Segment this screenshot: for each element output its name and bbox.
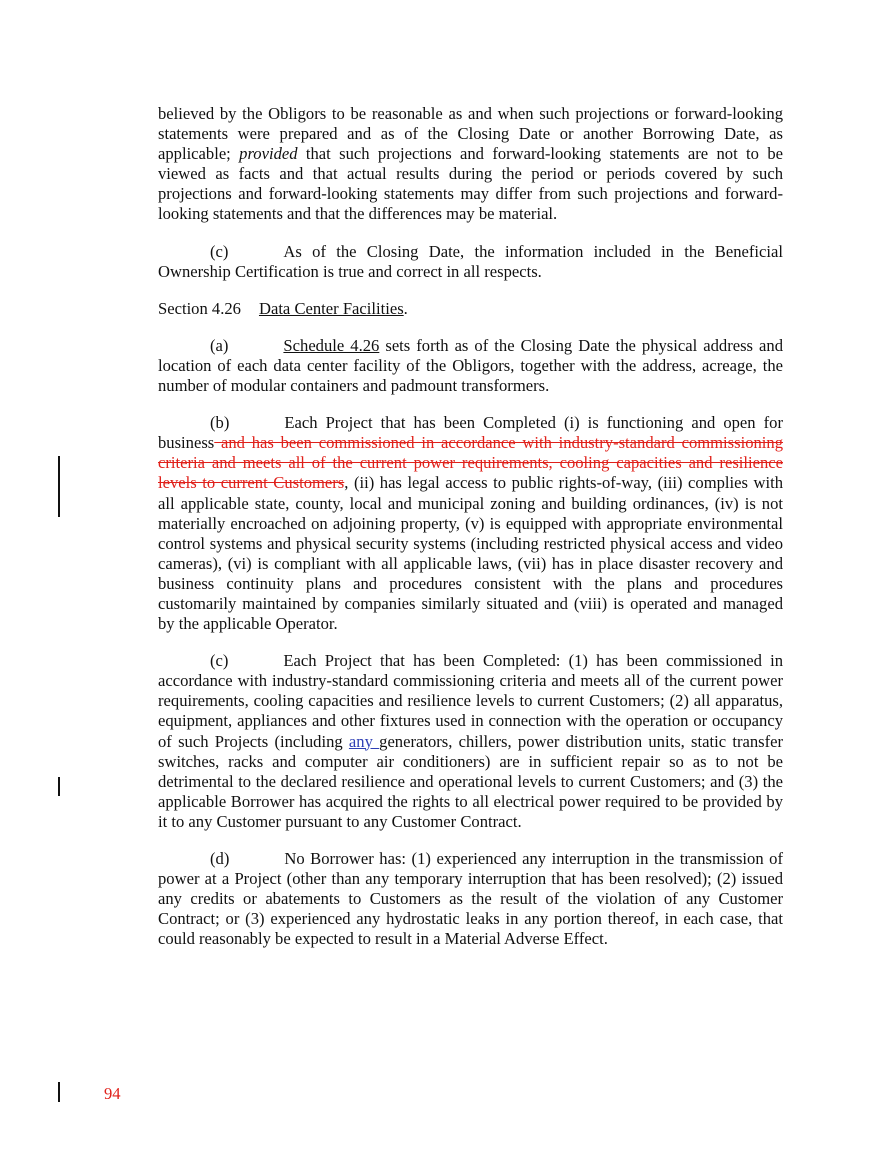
text-run: Each Project that has been Completed (i) is functioning and open for business	[158, 413, 783, 453]
paragraph-4-25-c	[158, 242, 783, 282]
paragraph-continuation	[158, 104, 783, 225]
page-number: 94	[104, 1084, 121, 1103]
change-bar	[58, 777, 60, 796]
text-run: Each Project that has been Completed: (1) has been commissioned in accordance with industry-standard commissioning criteria and meets all of the current power requirements, cooling capacities and resilience levels to current Customers; (2) all apparatus, equipment, appliances and other fixtures used in connection with the operation or occupancy of such Projects (including	[158, 651, 783, 751]
tracked-insertion: any	[348, 731, 380, 751]
clause-label: (d)	[210, 849, 230, 868]
schedule-reference: Schedule 4.26	[283, 335, 380, 355]
clause-label: (b)	[210, 413, 230, 433]
text-run: that such projections and forward-looking statements are not to be viewed as facts and that actual results during the period or periods covered by such projections and forward-looking statements may differ from such projections and forward-looking statements and that the differences may be material.	[158, 144, 783, 224]
change-bar	[58, 1082, 60, 1102]
document-body	[158, 104, 783, 949]
paragraph-4-26-b	[158, 413, 783, 634]
text-run: As of the Closing Date, the information included in the Beneficial Ownership Certification is true and correct in all respects.	[158, 241, 783, 281]
paragraph-4-26-a	[158, 336, 783, 396]
paragraph-4-26-c	[158, 651, 783, 832]
text-run: No Borrower has: (1) experienced any interruption in the transmission of power at a Project (other than any temporary interruption that has been resolved); (2) issued any credits or abatements to Customers as the result of the violation of any Customer Contract; or (3) experienced any hydrostatic leaks in any portion thereof, in each case, that could reasonably be expected to result in a Material Adverse Effect.	[158, 849, 783, 949]
section-number: Section 4.26	[158, 298, 241, 318]
tracked-deletion: and has been commissioned in accordance with industry-standard commissioning criteria and meets all of the current power requirements, cooling capacities and resilience levels to current Customers	[158, 433, 783, 493]
text-run: , (ii) has legal access to public rights-of-way, (iii) complies with all applicable state, county, local and municipal zoning and building ordinances, (iv) is not materially encroached on adjoining property, (v) is equipped with appropriate environmental control systems and physical security systems (including restricted physical access and video cameras), (vi) is compliant with all applicable laws, (vii) has in place disaster recovery and business continuity plans and procedures consistent with the plans and procedures customarily maintained by companies similarly situated and (viii) is operated and managed by the applicable Operator.	[158, 473, 784, 634]
text-run: sets forth as of the Closing Date the physical address and location of each data center facility of the Obligors, together with the address, acreage, the number of modular containers and padmount transformers.	[158, 335, 784, 396]
section-heading	[158, 299, 783, 319]
text-run: generators, chillers, power distribution units, static transfer switches, racks and computer air conditioners) are in sufficient repair so as to not be detrimental to the declared resilience and operational levels to current Customers; and (3) the applicable Borrower has acquired the rights to all electrical power required to be provided by it to any Customer pursuant to any Customer Contract.	[158, 731, 784, 831]
text-run: .	[403, 298, 408, 318]
clause-label: (a)	[210, 335, 229, 355]
change-bar	[58, 456, 60, 517]
section-title: Data Center Facilities	[258, 298, 404, 318]
italic-term: provided	[239, 144, 298, 164]
clause-label: (c)	[210, 241, 229, 261]
paragraph-4-26-d	[158, 849, 783, 949]
text-run: believed by the Obligors to be reasonable as and when such projections or forward-looking statements were prepared and as of the Closing Date or another Borrowing Date, as applicable;	[158, 104, 783, 164]
clause-label: (c)	[210, 651, 229, 671]
